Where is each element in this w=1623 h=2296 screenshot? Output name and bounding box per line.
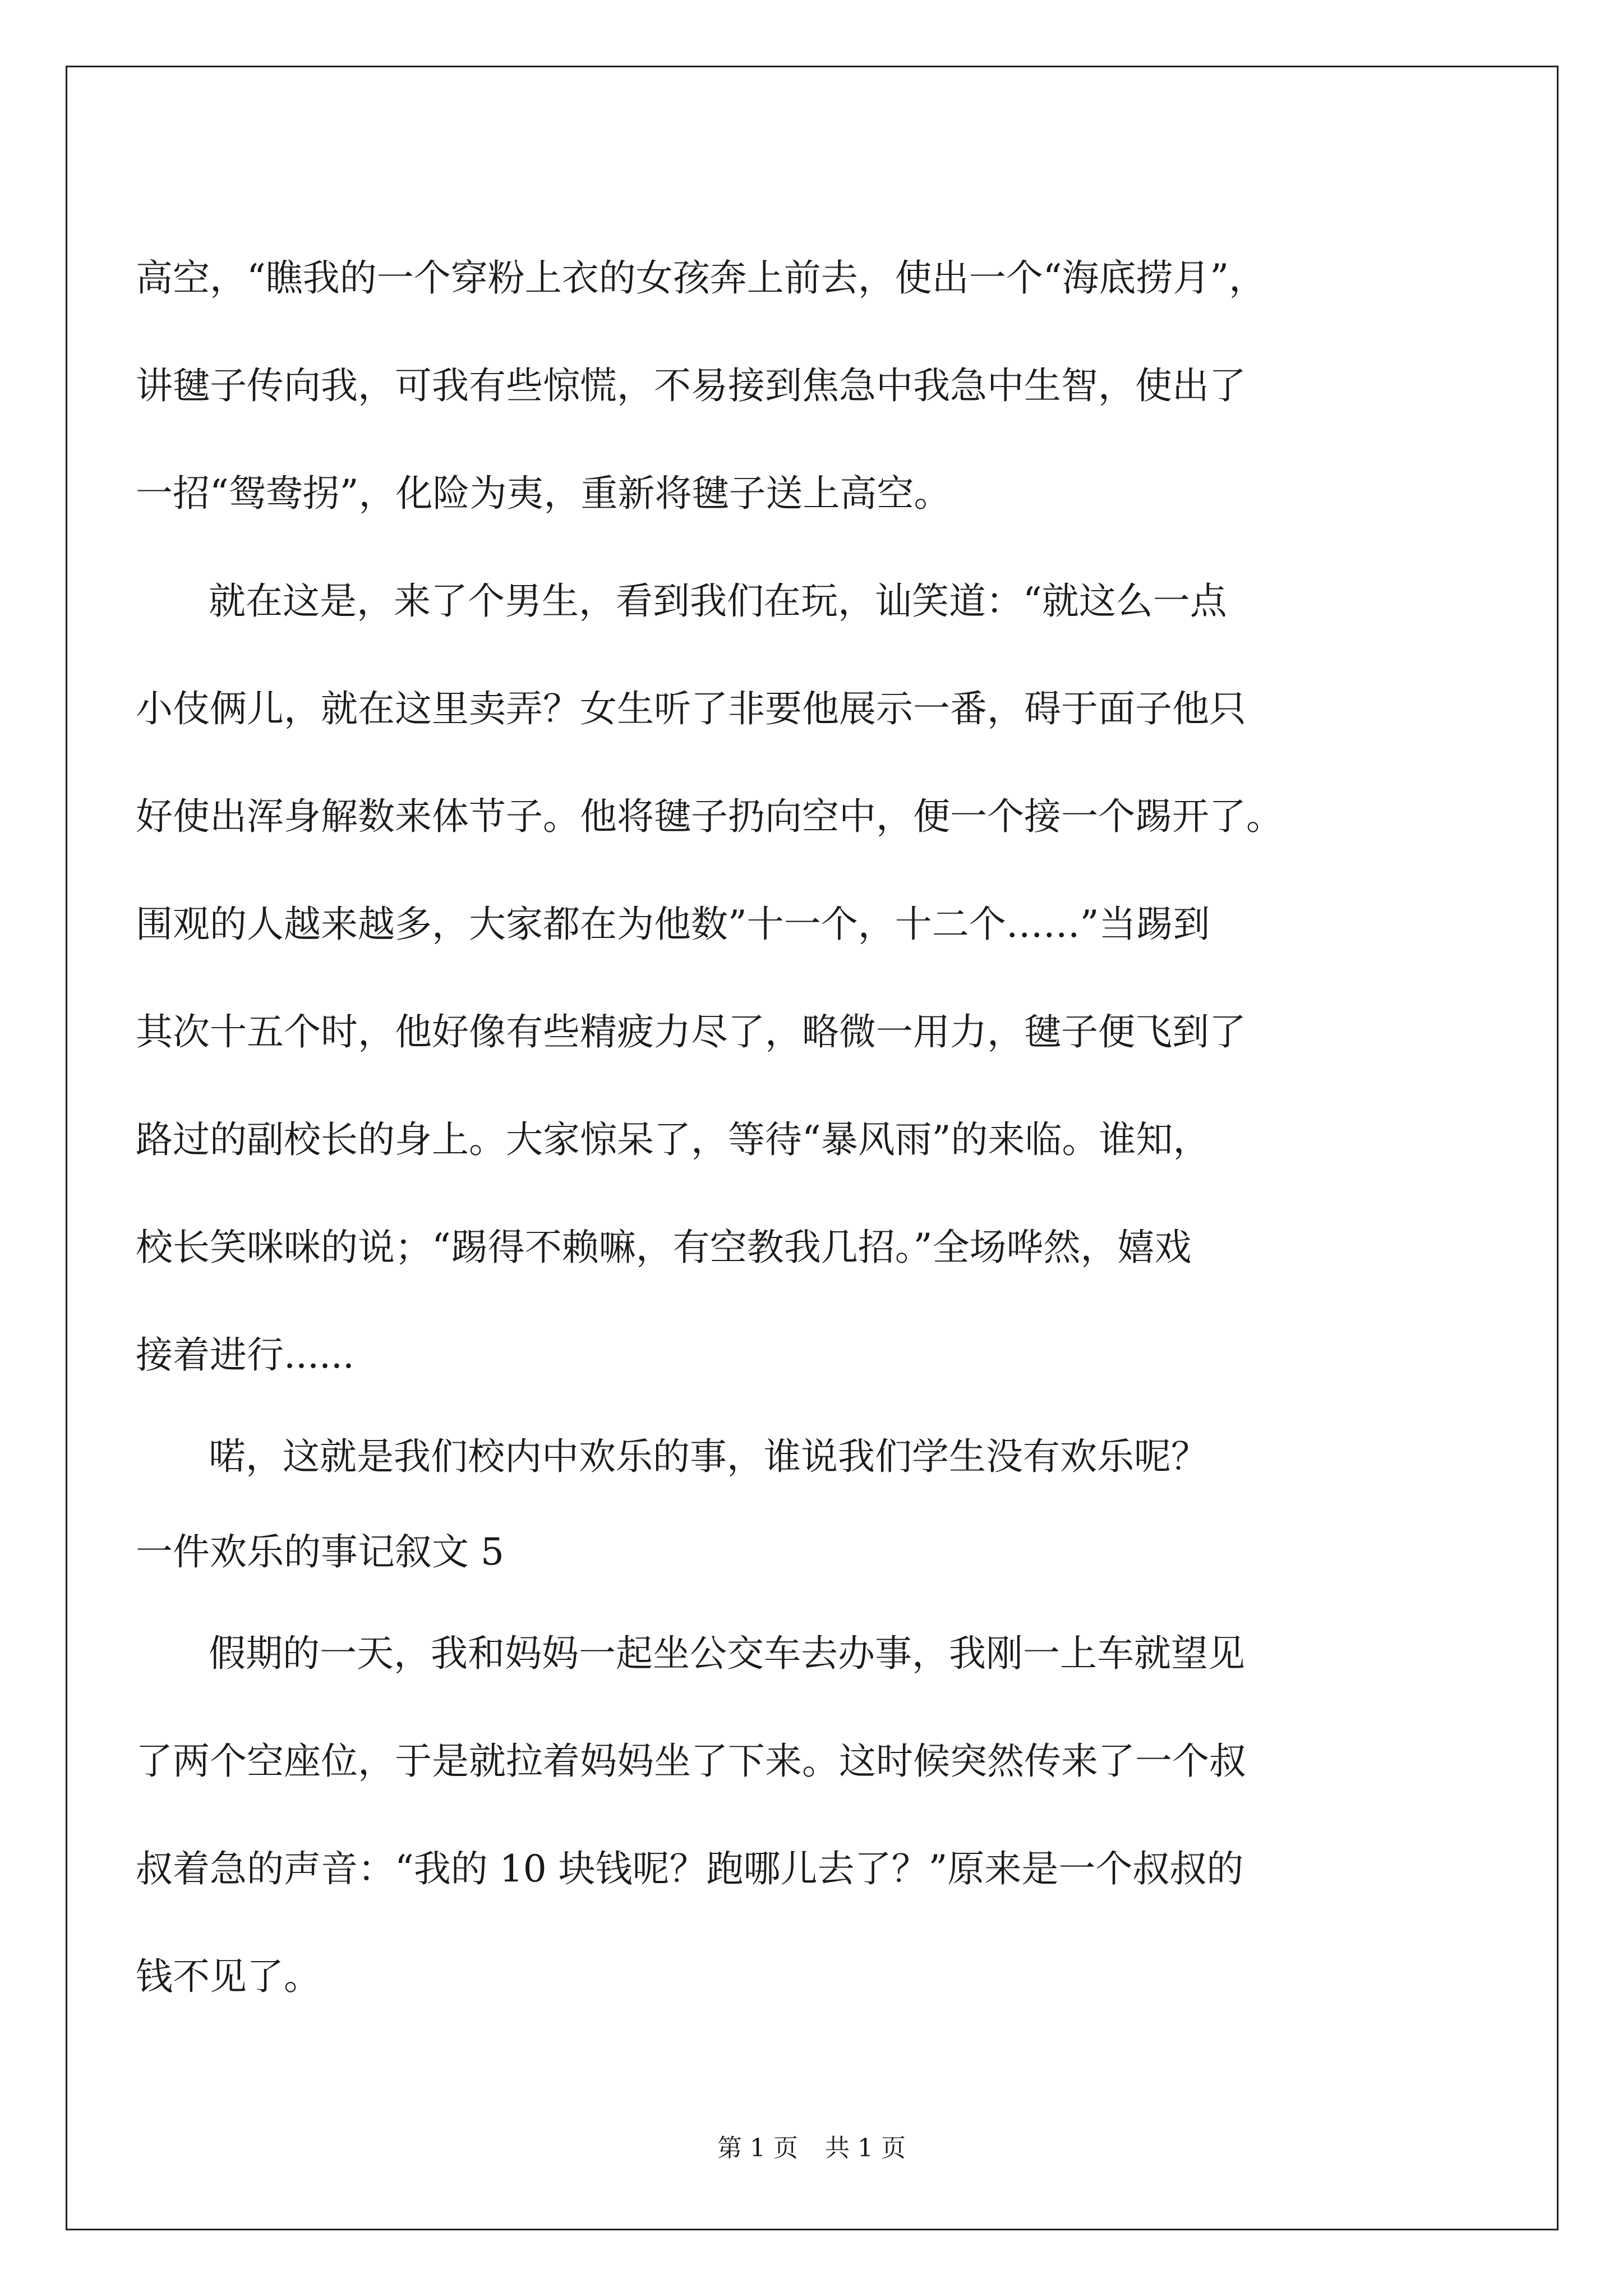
paragraph-start-line: 假期的一天，我和妈妈一起坐公交车去办事，我刚一上车就望见 <box>209 1632 1245 1675</box>
paragraph-start-line: 喏，这就是我们校内中欢乐的事，谁说我们学生没有欢乐呢？ <box>209 1435 1208 1478</box>
text-line: 校长笑咪咪的说；“踢得不赖嘛，有空教我几招。”全场哗然，嬉戏 <box>136 1226 1192 1269</box>
section-heading: 一件欢乐的事记叙文 5 <box>136 1530 504 1573</box>
document-body <box>136 224 1493 2031</box>
text-line: 了两个空座位，于是就拉着妈妈坐了下来。这时候突然传来了一个叔 <box>136 1740 1246 1783</box>
paragraph-start-line: 就在这是，来了个男生，看到我们在玩，讪笑道：“就这么一点 <box>209 579 1227 623</box>
text-line: 小伎俩儿，就在这里卖弄？女生听了非要他展示一番，碍于面子他只 <box>136 687 1246 730</box>
text-line: 讲毽子传向我，可我有些惊慌，不易接到焦急中我急中生智，使出了 <box>136 364 1246 407</box>
text-line: 好使出浑身解数来体节子。他将毽子扔向空中，便一个接一个踢开了。 <box>136 795 1283 838</box>
page-total: 共 1 页 <box>825 2134 906 2162</box>
text-line: 其次十五个时，他好像有些精疲力尽了，略微一用力，毽子便飞到了 <box>136 1010 1246 1053</box>
page-number: 第 1 页 <box>717 2134 798 2162</box>
page-footer <box>0 2128 1623 2164</box>
text-line: 围观的人越来越多，大家都在为他数”十一个，十二个……”当踢到 <box>136 903 1210 946</box>
text-line: 接着进行...... <box>136 1333 354 1377</box>
text-line: 路过的副校长的身上。大家惊呆了，等待“暴风雨”的来临。谁知， <box>136 1118 1210 1161</box>
text-line: 高空，“瞧我的一个穿粉上衣的女孩奔上前去，使出一个“海底捞月”， <box>136 256 1266 300</box>
text-line: 一招“鸳鸯拐”，化险为夷，重新将毽子送上高空。 <box>136 472 951 515</box>
text-line: 钱不见了。 <box>136 1955 321 1998</box>
text-line: 叔着急的声音：“我的 10 块钱呢？跑哪儿去了？”原来是一个叔叔的 <box>136 1847 1244 1890</box>
